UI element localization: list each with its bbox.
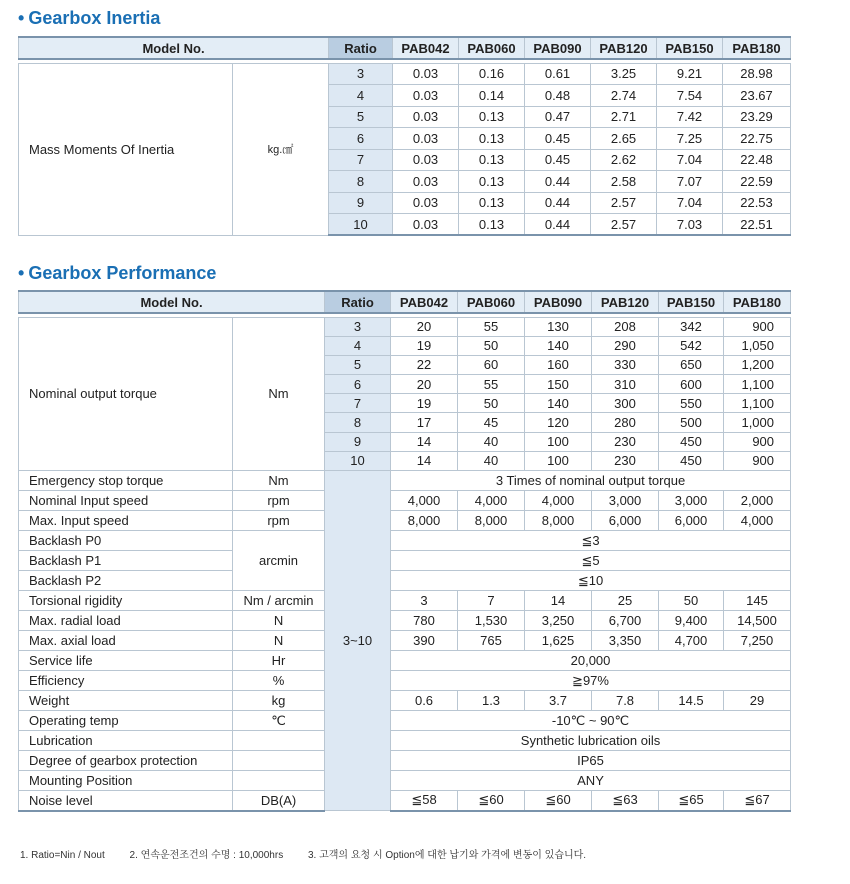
spec-label: Backlash P1 xyxy=(19,551,233,571)
value-cell: 8,000 xyxy=(458,511,525,531)
value-cell: 1,530 xyxy=(458,611,525,631)
value-cell: 230 xyxy=(592,432,659,451)
spec-label: Max. Input speed xyxy=(19,511,233,531)
model-col-header: PAB060 xyxy=(459,37,525,59)
value-cell: 0.13 xyxy=(459,149,525,171)
value-cell: 0.45 xyxy=(525,149,591,171)
spec-label: Lubrication xyxy=(19,731,233,751)
inertia-title-text: Gearbox Inertia xyxy=(28,8,161,28)
value-cell: 50 xyxy=(659,591,724,611)
spec-value: ≦3 xyxy=(391,531,791,551)
value-cell: 330 xyxy=(592,355,659,374)
table-row xyxy=(19,491,791,511)
ratio-cell: 4 xyxy=(329,85,393,107)
value-cell: 3,250 xyxy=(525,611,592,631)
spec-unit: Nm xyxy=(233,471,325,491)
value-cell: 0.13 xyxy=(459,128,525,150)
spec-body xyxy=(19,471,791,811)
inertia-title xyxy=(18,8,160,29)
spec-unit xyxy=(233,731,325,751)
value-cell: 0.03 xyxy=(393,192,459,214)
ratio-cell: 3 xyxy=(329,63,393,85)
value-cell: 7.25 xyxy=(657,128,723,150)
spec-label: Max. radial load xyxy=(19,611,233,631)
spec-label: Nominal Input speed xyxy=(19,491,233,511)
table-row xyxy=(19,691,791,711)
ratio-cell: 8 xyxy=(329,171,393,193)
value-cell: 1,100 xyxy=(724,394,791,413)
model-col-header: PAB150 xyxy=(659,291,724,313)
value-cell: 0.48 xyxy=(525,85,591,107)
value-cell: 7.04 xyxy=(657,149,723,171)
spec-value: ≦5 xyxy=(391,551,791,571)
value-cell: 8,000 xyxy=(391,511,458,531)
value-cell: 1.3 xyxy=(458,691,525,711)
model-col-header: PAB120 xyxy=(591,37,657,59)
value-cell: 765 xyxy=(458,631,525,651)
spec-value: -10℃ ~ 90℃ xyxy=(391,711,791,731)
value-cell: 1,000 xyxy=(724,413,791,432)
value-cell: 28.98 xyxy=(723,63,791,85)
spec-unit: ℃ xyxy=(233,711,325,731)
value-cell: 0.03 xyxy=(393,85,459,107)
footnote: 1. Ratio=Nin / Nout xyxy=(20,850,105,861)
value-cell: 2.65 xyxy=(591,128,657,150)
performance-table xyxy=(18,290,791,812)
value-cell: 100 xyxy=(525,451,592,470)
model-col-header: PAB090 xyxy=(525,37,591,59)
inertia-body xyxy=(19,63,791,235)
table-row xyxy=(19,751,791,771)
value-cell: 6,700 xyxy=(592,611,659,631)
value-cell: 3,000 xyxy=(592,491,659,511)
value-cell: 0.13 xyxy=(459,171,525,193)
spec-unit: N xyxy=(233,631,325,651)
value-cell: 6,000 xyxy=(659,511,724,531)
value-cell: 0.6 xyxy=(391,691,458,711)
spec-label: Degree of gearbox protection xyxy=(19,751,233,771)
spec-label: Efficiency xyxy=(19,671,233,691)
table-row xyxy=(19,571,791,591)
value-cell: 50 xyxy=(458,336,525,355)
value-cell: 130 xyxy=(525,317,592,336)
model-header: Model No. xyxy=(19,37,329,59)
value-cell: 150 xyxy=(525,375,592,394)
value-cell: 14.5 xyxy=(659,691,724,711)
model-col-header: PAB120 xyxy=(592,291,659,313)
value-cell: 120 xyxy=(525,413,592,432)
spec-unit: Nm / arcmin xyxy=(233,591,325,611)
value-cell: 0.13 xyxy=(459,106,525,128)
value-cell: 3,000 xyxy=(659,491,724,511)
value-cell: 7.8 xyxy=(592,691,659,711)
spec-label: Service life xyxy=(19,651,233,671)
value-cell: 4,700 xyxy=(659,631,724,651)
table-row xyxy=(19,531,791,551)
value-cell: 55 xyxy=(458,375,525,394)
value-cell: 22 xyxy=(391,355,458,374)
spec-value: 20,000 xyxy=(391,651,791,671)
value-cell: 3.25 xyxy=(591,63,657,85)
value-cell: 780 xyxy=(391,611,458,631)
table-row xyxy=(19,471,791,491)
value-cell: 14 xyxy=(391,451,458,470)
value-cell: 140 xyxy=(525,336,592,355)
value-cell: 280 xyxy=(592,413,659,432)
spec-label: Max. axial load xyxy=(19,631,233,651)
spec-unit xyxy=(233,771,325,791)
value-cell: 29 xyxy=(724,691,791,711)
table-row xyxy=(19,771,791,791)
value-cell: 4,000 xyxy=(525,491,592,511)
value-cell: 23.29 xyxy=(723,106,791,128)
spec-unit: rpm xyxy=(233,491,325,511)
ratio-cell: 9 xyxy=(329,192,393,214)
value-cell: 3.7 xyxy=(525,691,592,711)
value-cell: 19 xyxy=(391,336,458,355)
value-cell: 450 xyxy=(659,451,724,470)
ratio-cell: 10 xyxy=(325,451,391,470)
value-cell: 14 xyxy=(391,432,458,451)
value-cell: 900 xyxy=(724,451,791,470)
value-cell: 9,400 xyxy=(659,611,724,631)
spec-label: Torsional rigidity xyxy=(19,591,233,611)
table-row xyxy=(19,611,791,631)
value-cell: 8,000 xyxy=(525,511,592,531)
spec-value: ≧97% xyxy=(391,671,791,691)
value-cell: 0.03 xyxy=(393,63,459,85)
value-cell: 45 xyxy=(458,413,525,432)
ratio-cell: 5 xyxy=(325,355,391,374)
value-cell: 7.42 xyxy=(657,106,723,128)
value-cell: 230 xyxy=(592,451,659,470)
value-cell: 7.03 xyxy=(657,214,723,236)
value-cell: 40 xyxy=(458,451,525,470)
value-cell: 2,000 xyxy=(724,491,791,511)
model-col-header: PAB150 xyxy=(657,37,723,59)
inertia-label: Mass Moments Of Inertia xyxy=(19,63,233,235)
value-cell: 0.47 xyxy=(525,106,591,128)
value-cell: 20 xyxy=(391,375,458,394)
value-cell: ≦58 xyxy=(391,791,458,811)
value-cell: 2.74 xyxy=(591,85,657,107)
value-cell: 0.03 xyxy=(393,106,459,128)
model-col-header: PAB042 xyxy=(393,37,459,59)
model-col-header: PAB180 xyxy=(724,291,791,313)
value-cell: 22.48 xyxy=(723,149,791,171)
performance-title xyxy=(18,263,216,284)
value-cell: 208 xyxy=(592,317,659,336)
value-cell: 22.51 xyxy=(723,214,791,236)
value-cell: 0.16 xyxy=(459,63,525,85)
value-cell: 450 xyxy=(659,432,724,451)
spec-label: Noise level xyxy=(19,791,233,811)
torque-unit: Nm xyxy=(233,317,325,471)
value-cell: 100 xyxy=(525,432,592,451)
inertia-table xyxy=(18,36,791,236)
spec-unit: Hr xyxy=(233,651,325,671)
value-cell: 1,200 xyxy=(724,355,791,374)
value-cell: 23.67 xyxy=(723,85,791,107)
value-cell: 0.13 xyxy=(459,214,525,236)
table-row xyxy=(19,63,791,85)
spec-label: Backlash P0 xyxy=(19,531,233,551)
value-cell: 3 xyxy=(391,591,458,611)
value-cell: 6,000 xyxy=(592,511,659,531)
value-cell: 1,100 xyxy=(724,375,791,394)
value-cell: 9.21 xyxy=(657,63,723,85)
bullet-icon: • xyxy=(18,8,25,28)
value-cell: 342 xyxy=(659,317,724,336)
value-cell: 542 xyxy=(659,336,724,355)
value-cell: 50 xyxy=(458,394,525,413)
ratio-cell: 3 xyxy=(325,317,391,336)
value-cell: 2.58 xyxy=(591,171,657,193)
model-col-header: PAB180 xyxy=(723,37,791,59)
value-cell: 7.04 xyxy=(657,192,723,214)
ratio-cell: 6 xyxy=(325,375,391,394)
value-cell: 7.54 xyxy=(657,85,723,107)
spec-label: Backlash P2 xyxy=(19,571,233,591)
value-cell: 0.13 xyxy=(459,192,525,214)
model-col-header: PAB042 xyxy=(391,291,458,313)
value-cell: 290 xyxy=(592,336,659,355)
value-cell: 0.14 xyxy=(459,85,525,107)
value-cell: 2.62 xyxy=(591,149,657,171)
value-cell: 1,050 xyxy=(724,336,791,355)
value-cell: ≦65 xyxy=(659,791,724,811)
value-cell: 14,500 xyxy=(724,611,791,631)
table-row xyxy=(19,671,791,691)
model-header: Model No. xyxy=(19,291,325,313)
value-cell: 22.59 xyxy=(723,171,791,193)
value-cell: 600 xyxy=(659,375,724,394)
value-cell: 55 xyxy=(458,317,525,336)
backlash-unit: arcmin xyxy=(233,531,325,591)
inertia-unit: kg.㎠ xyxy=(233,63,329,235)
ratio-cell: 6 xyxy=(329,128,393,150)
value-cell: 390 xyxy=(391,631,458,651)
torque-label: Nominal output torque xyxy=(19,317,233,471)
value-cell: 22.53 xyxy=(723,192,791,214)
value-cell: 2.57 xyxy=(591,214,657,236)
value-cell: 310 xyxy=(592,375,659,394)
value-cell: ≦60 xyxy=(525,791,592,811)
table-row xyxy=(19,551,791,571)
value-cell: 500 xyxy=(659,413,724,432)
value-cell: 4,000 xyxy=(391,491,458,511)
value-cell: 900 xyxy=(724,317,791,336)
value-cell: 1,625 xyxy=(525,631,592,651)
table-row xyxy=(19,631,791,651)
value-cell: 0.45 xyxy=(525,128,591,150)
value-cell: 0.03 xyxy=(393,171,459,193)
value-cell: ≦60 xyxy=(458,791,525,811)
spec-value: ≦10 xyxy=(391,571,791,591)
value-cell: ≦67 xyxy=(724,791,791,811)
ratio-cell: 4 xyxy=(325,336,391,355)
model-col-header: PAB060 xyxy=(458,291,525,313)
ratio-header: Ratio xyxy=(325,291,391,313)
spec-value: ANY xyxy=(391,771,791,791)
value-cell: 19 xyxy=(391,394,458,413)
value-cell: 0.03 xyxy=(393,128,459,150)
torque-body xyxy=(19,317,791,471)
ratio-cell: 7 xyxy=(329,149,393,171)
value-cell: 0.44 xyxy=(525,192,591,214)
table-row xyxy=(19,711,791,731)
ratio-cell: 5 xyxy=(329,106,393,128)
value-cell: 550 xyxy=(659,394,724,413)
value-cell: 160 xyxy=(525,355,592,374)
value-cell: 0.03 xyxy=(393,149,459,171)
value-cell: 0.44 xyxy=(525,214,591,236)
ratio-cell: 10 xyxy=(329,214,393,236)
spec-unit: N xyxy=(233,611,325,631)
footnote: 3. 고객의 요청 시 Option에 대한 납기와 가격에 변동이 있습니다. xyxy=(307,850,587,861)
spec-label: Weight xyxy=(19,691,233,711)
spec-unit: % xyxy=(233,671,325,691)
value-cell: ≦63 xyxy=(592,791,659,811)
value-cell: 145 xyxy=(724,591,791,611)
spec-value: Synthetic lubrication oils xyxy=(391,731,791,751)
spec-unit: rpm xyxy=(233,511,325,531)
spec-value: 3 Times of nominal output torque xyxy=(391,471,791,491)
table-row xyxy=(19,731,791,751)
ratio-cell: 9 xyxy=(325,432,391,451)
performance-title-text: Gearbox Performance xyxy=(28,263,217,283)
table-row xyxy=(19,791,791,811)
spec-label: Mounting Position xyxy=(19,771,233,791)
value-cell: 4,000 xyxy=(724,511,791,531)
value-cell: 40 xyxy=(458,432,525,451)
value-cell: 0.44 xyxy=(525,171,591,193)
value-cell: 2.71 xyxy=(591,106,657,128)
value-cell: 140 xyxy=(525,394,592,413)
value-cell: 7,250 xyxy=(724,631,791,651)
table-row xyxy=(19,511,791,531)
ratio-cell: 7 xyxy=(325,394,391,413)
spec-unit: kg xyxy=(233,691,325,711)
model-col-header: PAB090 xyxy=(525,291,592,313)
ratio-range: 3~10 xyxy=(325,471,391,811)
footnotes xyxy=(20,846,608,861)
ratio-header: Ratio xyxy=(329,37,393,59)
value-cell: 22.75 xyxy=(723,128,791,150)
value-cell: 14 xyxy=(525,591,592,611)
value-cell: 0.03 xyxy=(393,214,459,236)
footnote: 2. 연속운전조건의 수명 : 10,000hrs xyxy=(129,850,284,861)
value-cell: 300 xyxy=(592,394,659,413)
spec-label: Operating temp xyxy=(19,711,233,731)
value-cell: 4,000 xyxy=(458,491,525,511)
table-row xyxy=(19,591,791,611)
spec-unit xyxy=(233,751,325,771)
value-cell: 650 xyxy=(659,355,724,374)
spec-value: IP65 xyxy=(391,751,791,771)
value-cell: 7.07 xyxy=(657,171,723,193)
value-cell: 17 xyxy=(391,413,458,432)
spec-label: Emergency stop torque xyxy=(19,471,233,491)
value-cell: 0.61 xyxy=(525,63,591,85)
value-cell: 900 xyxy=(724,432,791,451)
value-cell: 25 xyxy=(592,591,659,611)
table-row xyxy=(19,651,791,671)
value-cell: 7 xyxy=(458,591,525,611)
ratio-cell: 8 xyxy=(325,413,391,432)
spec-unit: DB(A) xyxy=(233,791,325,811)
bullet-icon: • xyxy=(18,263,25,283)
value-cell: 20 xyxy=(391,317,458,336)
value-cell: 60 xyxy=(458,355,525,374)
value-cell: 3,350 xyxy=(592,631,659,651)
table-row xyxy=(19,317,791,336)
value-cell: 2.57 xyxy=(591,192,657,214)
